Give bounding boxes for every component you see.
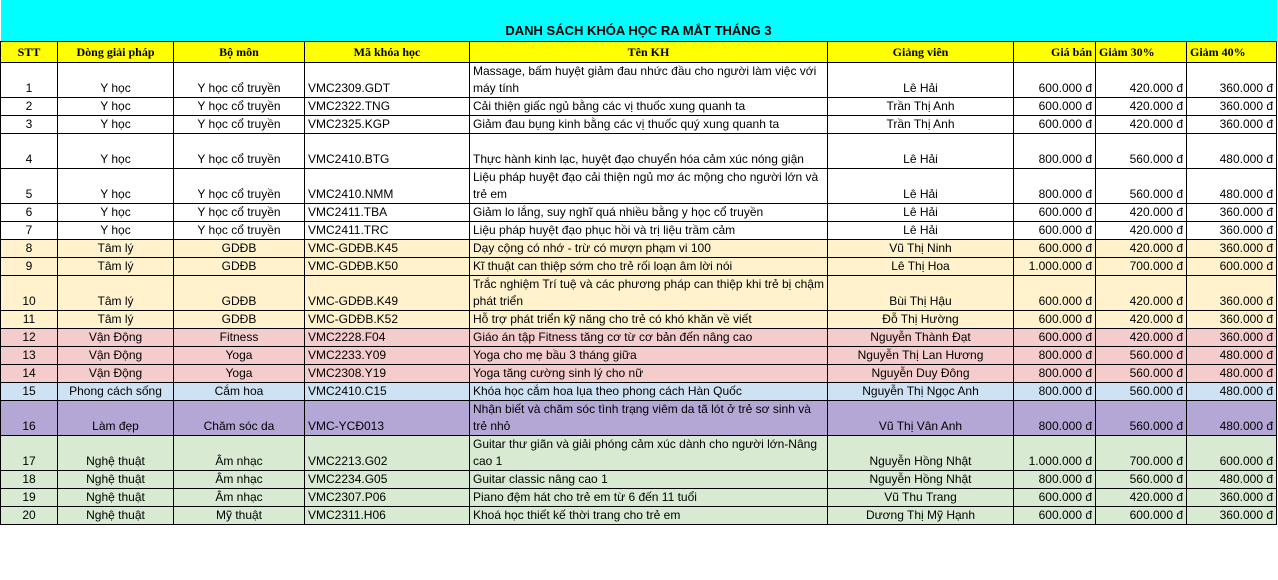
cell-course-name[interactable]: Giảm đau bụng kinh bằng các vị thuốc quý xung quanh ta — [470, 116, 828, 134]
cell-discount-40[interactable]: 360.000 đ — [1187, 276, 1277, 311]
cell-course-name[interactable]: Yoga cho mẹ bầu 3 tháng giữa — [470, 347, 828, 365]
cell-course-name[interactable]: Hỗ trợ phát triển kỹ năng cho trẻ có khó khăn về viết — [470, 311, 828, 329]
cell-subject[interactable]: Âm nhạc — [174, 436, 305, 471]
cell-price[interactable]: 600.000 đ — [1014, 98, 1096, 116]
cell-price[interactable]: 600.000 đ — [1014, 116, 1096, 134]
table-row — [1, 347, 1277, 365]
header-subject[interactable]: Bộ môn — [174, 42, 305, 63]
cell-discount-30[interactable]: 560.000 đ — [1096, 383, 1187, 401]
cell-discount-30[interactable]: 420.000 đ — [1096, 311, 1187, 329]
cell-subject[interactable]: Mỹ thuật — [174, 507, 305, 525]
table-row — [1, 507, 1277, 525]
cell-discount-40[interactable]: 600.000 đ — [1187, 258, 1277, 276]
cell-discount-40[interactable]: 360.000 đ — [1187, 240, 1277, 258]
cell-discount-30[interactable]: 420.000 đ — [1096, 240, 1187, 258]
cell-stt[interactable]: 4 — [1, 134, 58, 169]
cell-subject[interactable]: Y học cổ truyền — [174, 169, 305, 204]
cell-discount-30[interactable]: 560.000 đ — [1096, 471, 1187, 489]
cell-subject[interactable]: Y học cổ truyền — [174, 134, 305, 169]
cell-discount-30[interactable]: 420.000 đ — [1096, 116, 1187, 134]
cell-course-code[interactable]: VMC-GDĐB.K45 — [305, 240, 470, 258]
cell-discount-30[interactable]: 420.000 đ — [1096, 329, 1187, 347]
cell-stt[interactable]: 19 — [1, 489, 58, 507]
cell-course-code[interactable]: VMC2322.TNG — [305, 98, 470, 116]
sheet-title[interactable]: DANH SÁCH KHÓA HỌC RA MẮT THÁNG 3 — [1, 0, 1277, 42]
cell-stt[interactable]: 15 — [1, 383, 58, 401]
table-row — [1, 365, 1277, 383]
cell-teacher[interactable]: Lê Hải — [828, 222, 1014, 240]
cell-solution-line[interactable]: Tâm lý — [58, 240, 174, 258]
cell-course-code[interactable]: VMC2308.Y19 — [305, 365, 470, 383]
cell-course-name[interactable]: Giảm lo lắng, suy nghĩ quá nhiều bằng y học cổ truyền — [470, 204, 828, 222]
cell-discount-40[interactable]: 360.000 đ — [1187, 507, 1277, 525]
cell-discount-40[interactable]: 480.000 đ — [1187, 383, 1277, 401]
cell-subject[interactable]: Âm nhạc — [174, 489, 305, 507]
table-body — [1, 63, 1277, 525]
cell-discount-30[interactable]: 560.000 đ — [1096, 134, 1187, 169]
header-course-name[interactable]: Tên KH — [470, 42, 828, 63]
cell-teacher[interactable]: Đỗ Thị Hường — [828, 311, 1014, 329]
cell-price[interactable]: 800.000 đ — [1014, 134, 1096, 169]
cell-subject[interactable]: Y học cổ truyền — [174, 222, 305, 240]
cell-discount-30[interactable]: 420.000 đ — [1096, 489, 1187, 507]
cell-course-code[interactable]: VMC2234.G05 — [305, 471, 470, 489]
cell-course-name[interactable]: Liệu pháp huyệt đạo cải thiện ngủ mơ ác mộng cho người lớn và trẻ em — [470, 169, 828, 204]
header-stt[interactable]: STT — [1, 42, 58, 63]
cell-discount-30[interactable]: 420.000 đ — [1096, 276, 1187, 311]
cell-subject[interactable]: Y học cổ truyền — [174, 116, 305, 134]
cell-stt[interactable]: 10 — [1, 276, 58, 311]
table-row — [1, 329, 1277, 347]
cell-teacher[interactable]: Trần Thị Anh — [828, 98, 1014, 116]
cell-discount-40[interactable]: 360.000 đ — [1187, 98, 1277, 116]
cell-teacher[interactable]: Nguyễn Thị Lan Hương — [828, 347, 1014, 365]
cell-solution-line[interactable]: Tâm lý — [58, 258, 174, 276]
cell-teacher[interactable]: Nguyễn Thị Ngọc Anh — [828, 383, 1014, 401]
cell-course-code[interactable]: VMC-GDĐB.K50 — [305, 258, 470, 276]
cell-discount-30[interactable]: 560.000 đ — [1096, 365, 1187, 383]
cell-stt[interactable]: 12 — [1, 329, 58, 347]
cell-discount-40[interactable]: 480.000 đ — [1187, 471, 1277, 489]
cell-course-code[interactable]: VMC2213.G02 — [305, 436, 470, 471]
cell-discount-30[interactable]: 420.000 đ — [1096, 222, 1187, 240]
cell-teacher[interactable]: Lê Hải — [828, 169, 1014, 204]
cell-solution-line[interactable]: Vận Động — [58, 329, 174, 347]
cell-stt[interactable]: 3 — [1, 116, 58, 134]
cell-course-code[interactable]: VMC2228.F04 — [305, 329, 470, 347]
cell-course-name[interactable]: Guitar thư giãn và giải phóng cảm xúc dành cho người lớn-Nâng cao 1 — [470, 436, 828, 471]
cell-teacher[interactable]: Vũ Thu Trang — [828, 489, 1014, 507]
cell-teacher[interactable]: Trần Thị Anh — [828, 116, 1014, 134]
cell-price[interactable]: 800.000 đ — [1014, 169, 1096, 204]
cell-course-name[interactable]: Trắc nghiệm Trí tuệ và các phương pháp can thiệp khi trẻ bị chậm phát triển — [470, 276, 828, 311]
cell-teacher[interactable]: Lê Hải — [828, 204, 1014, 222]
cell-discount-40[interactable]: 600.000 đ — [1187, 436, 1277, 471]
cell-solution-line[interactable]: Y học — [58, 63, 174, 98]
table-row — [1, 63, 1277, 98]
cell-course-code[interactable]: VMC2410.C15 — [305, 383, 470, 401]
table-row — [1, 116, 1277, 134]
cell-stt[interactable]: 2 — [1, 98, 58, 116]
cell-price[interactable]: 600.000 đ — [1014, 222, 1096, 240]
header-course-code[interactable]: Mã khóa học — [305, 42, 470, 63]
cell-discount-30[interactable]: 700.000 đ — [1096, 436, 1187, 471]
table-row — [1, 383, 1277, 401]
cell-price[interactable]: 1.000.000 đ — [1014, 258, 1096, 276]
cell-discount-40[interactable]: 480.000 đ — [1187, 347, 1277, 365]
cell-solution-line[interactable]: Nghệ thuật — [58, 489, 174, 507]
cell-course-name[interactable]: Yoga tăng cường sinh lý cho nữ — [470, 365, 828, 383]
cell-course-name[interactable]: Thực hành kinh lạc, huyệt đạo chuyển hóa cảm xúc nóng giận — [470, 134, 828, 169]
table-row — [1, 240, 1277, 258]
cell-subject[interactable]: Chăm sóc da — [174, 401, 305, 436]
cell-stt[interactable]: 1 — [1, 63, 58, 98]
cell-course-name[interactable]: Nhận biết và chăm sóc tình trạng viêm da tã lót ở trẻ sơ sinh và trẻ nhỏ — [470, 401, 828, 436]
cell-course-name[interactable]: Piano đệm hát cho trẻ em từ 6 đến 11 tuổi — [470, 489, 828, 507]
cell-teacher[interactable]: Vũ Thị Ninh — [828, 240, 1014, 258]
cell-subject[interactable]: GDĐB — [174, 258, 305, 276]
cell-solution-line[interactable]: Tâm lý — [58, 276, 174, 311]
cell-course-code[interactable]: VMC2307.P06 — [305, 489, 470, 507]
header-discount-40[interactable]: Giảm 40% — [1187, 42, 1277, 63]
cell-discount-40[interactable]: 360.000 đ — [1187, 489, 1277, 507]
table-row — [1, 258, 1277, 276]
cell-price[interactable]: 800.000 đ — [1014, 365, 1096, 383]
cell-course-name[interactable]: Kĩ thuật can thiệp sớm cho trẻ rối loạn âm lời nói — [470, 258, 828, 276]
cell-subject[interactable]: Yoga — [174, 347, 305, 365]
cell-solution-line[interactable]: Nghệ thuật — [58, 436, 174, 471]
cell-price[interactable]: 800.000 đ — [1014, 383, 1096, 401]
cell-subject[interactable]: Yoga — [174, 365, 305, 383]
cell-course-code[interactable]: VMC2411.TBA — [305, 204, 470, 222]
cell-discount-30[interactable]: 560.000 đ — [1096, 401, 1187, 436]
cell-stt[interactable]: 8 — [1, 240, 58, 258]
cell-discount-30[interactable]: 420.000 đ — [1096, 204, 1187, 222]
cell-stt[interactable]: 17 — [1, 436, 58, 471]
cell-discount-40[interactable]: 480.000 đ — [1187, 365, 1277, 383]
cell-stt[interactable]: 13 — [1, 347, 58, 365]
cell-price[interactable]: 800.000 đ — [1014, 401, 1096, 436]
table-row — [1, 98, 1277, 116]
cell-stt[interactable]: 16 — [1, 401, 58, 436]
cell-solution-line[interactable]: Y học — [58, 134, 174, 169]
cell-stt[interactable]: 11 — [1, 311, 58, 329]
cell-course-code[interactable]: VMC2311.H06 — [305, 507, 470, 525]
cell-solution-line[interactable]: Nghệ thuật — [58, 471, 174, 489]
header-price[interactable]: Giá bán — [1014, 42, 1096, 63]
cell-subject[interactable]: Y học cổ truyền — [174, 204, 305, 222]
cell-solution-line[interactable]: Vận Động — [58, 347, 174, 365]
cell-subject[interactable]: GDĐB — [174, 311, 305, 329]
cell-discount-40[interactable]: 360.000 đ — [1187, 222, 1277, 240]
cell-course-code[interactable]: VMC2410.NMM — [305, 169, 470, 204]
cell-teacher[interactable]: Nguyễn Hồng Nhật — [828, 471, 1014, 489]
table-row — [1, 169, 1277, 204]
cell-solution-line[interactable]: Làm đẹp — [58, 401, 174, 436]
cell-course-name[interactable]: Massage, bấm huyệt giảm đau nhức đầu cho người làm việc với máy tính — [470, 63, 828, 98]
cell-solution-line[interactable]: Tâm lý — [58, 311, 174, 329]
cell-price[interactable]: 1.000.000 đ — [1014, 436, 1096, 471]
cell-subject[interactable]: GDĐB — [174, 240, 305, 258]
cell-course-name[interactable]: Liệu pháp huyệt đạo phục hồi và trị liệu trầm cảm — [470, 222, 828, 240]
cell-teacher[interactable]: Bùi Thị Hậu — [828, 276, 1014, 311]
cell-price[interactable]: 600.000 đ — [1014, 276, 1096, 311]
table-row — [1, 471, 1277, 489]
cell-price[interactable]: 600.000 đ — [1014, 240, 1096, 258]
cell-solution-line[interactable]: Y học — [58, 116, 174, 134]
cell-discount-40[interactable]: 480.000 đ — [1187, 134, 1277, 169]
cell-solution-line[interactable]: Y học — [58, 222, 174, 240]
cell-discount-30[interactable]: 560.000 đ — [1096, 169, 1187, 204]
cell-course-name[interactable]: Khoá học thiết kế thời trang cho trẻ em — [470, 507, 828, 525]
cell-course-code[interactable]: VMC-GDĐB.K52 — [305, 311, 470, 329]
table-row — [1, 401, 1277, 436]
cell-subject[interactable]: Fitness — [174, 329, 305, 347]
cell-course-code[interactable]: VMC-GDĐB.K49 — [305, 276, 470, 311]
cell-stt[interactable]: 20 — [1, 507, 58, 525]
cell-course-code[interactable]: VMC2410.BTG — [305, 134, 470, 169]
cell-course-name[interactable]: Khóa học cắm hoa lụa theo phong cách Hàn Quốc — [470, 383, 828, 401]
cell-discount-40[interactable]: 360.000 đ — [1187, 116, 1277, 134]
cell-stt[interactable]: 6 — [1, 204, 58, 222]
cell-price[interactable]: 600.000 đ — [1014, 204, 1096, 222]
header-row — [1, 42, 1277, 63]
cell-course-name[interactable]: Dạy cộng có nhớ - trừ có mượn phạm vi 100 — [470, 240, 828, 258]
cell-solution-line[interactable]: Phong cách sống — [58, 383, 174, 401]
cell-discount-40[interactable]: 480.000 đ — [1187, 401, 1277, 436]
table-row — [1, 489, 1277, 507]
cell-subject[interactable]: Y học cổ truyền — [174, 63, 305, 98]
cell-price[interactable]: 800.000 đ — [1014, 471, 1096, 489]
cell-stt[interactable]: 7 — [1, 222, 58, 240]
cell-discount-30[interactable]: 420.000 đ — [1096, 98, 1187, 116]
cell-discount-40[interactable]: 480.000 đ — [1187, 169, 1277, 204]
cell-discount-40[interactable]: 360.000 đ — [1187, 63, 1277, 98]
table-row — [1, 311, 1277, 329]
cell-stt[interactable]: 14 — [1, 365, 58, 383]
cell-course-code[interactable]: VMC2309.GDT — [305, 63, 470, 98]
cell-course-code[interactable]: VMC2411.TRC — [305, 222, 470, 240]
cell-subject[interactable]: Cắm hoa — [174, 383, 305, 401]
cell-course-name[interactable]: Guitar classic nâng cao 1 — [470, 471, 828, 489]
cell-discount-30[interactable]: 560.000 đ — [1096, 347, 1187, 365]
table-row — [1, 222, 1277, 240]
cell-course-name[interactable]: Giáo án tập Fitness tăng cơ từ cơ bản đến nâng cao — [470, 329, 828, 347]
cell-course-code[interactable]: VMC2233.Y09 — [305, 347, 470, 365]
table-row — [1, 134, 1277, 169]
cell-teacher[interactable]: Lê Hải — [828, 134, 1014, 169]
cell-discount-30[interactable]: 600.000 đ — [1096, 507, 1187, 525]
header-teacher[interactable]: Giảng viên — [828, 42, 1014, 63]
cell-course-code[interactable]: VMC-YCĐ013 — [305, 401, 470, 436]
cell-solution-line[interactable]: Nghệ thuật — [58, 507, 174, 525]
cell-price[interactable]: 600.000 đ — [1014, 63, 1096, 98]
cell-solution-line[interactable]: Vận Động — [58, 365, 174, 383]
cell-price[interactable]: 600.000 đ — [1014, 329, 1096, 347]
header-discount-30[interactable]: Giảm 30% — [1096, 42, 1187, 63]
cell-price[interactable]: 600.000 đ — [1014, 507, 1096, 525]
cell-teacher[interactable]: Lê Hải — [828, 63, 1014, 98]
cell-discount-40[interactable]: 360.000 đ — [1187, 311, 1277, 329]
cell-teacher[interactable]: Lê Thị Hoa — [828, 258, 1014, 276]
table-row — [1, 436, 1277, 471]
cell-subject[interactable]: Y học cổ truyền — [174, 98, 305, 116]
cell-discount-40[interactable]: 360.000 đ — [1187, 204, 1277, 222]
cell-price[interactable]: 800.000 đ — [1014, 347, 1096, 365]
cell-solution-line[interactable]: Y học — [58, 204, 174, 222]
table-row — [1, 276, 1277, 311]
cell-subject[interactable]: GDĐB — [174, 276, 305, 311]
header-solution-line[interactable]: Dòng giải pháp — [58, 42, 174, 63]
cell-price[interactable]: 600.000 đ — [1014, 311, 1096, 329]
cell-teacher[interactable]: Nguyễn Thành Đạt — [828, 329, 1014, 347]
cell-teacher[interactable]: Nguyễn Hồng Nhật — [828, 436, 1014, 471]
cell-course-name[interactable]: Cải thiện giấc ngủ bằng các vị thuốc xung quanh ta — [470, 98, 828, 116]
cell-discount-30[interactable]: 420.000 đ — [1096, 63, 1187, 98]
cell-teacher[interactable]: Dương Thị Mỹ Hạnh — [828, 507, 1014, 525]
cell-discount-40[interactable]: 360.000 đ — [1187, 329, 1277, 347]
cell-stt[interactable]: 5 — [1, 169, 58, 204]
cell-discount-30[interactable]: 700.000 đ — [1096, 258, 1187, 276]
cell-solution-line[interactable]: Y học — [58, 169, 174, 204]
cell-stt[interactable]: 9 — [1, 258, 58, 276]
cell-teacher[interactable]: Vũ Thị Vân Anh — [828, 401, 1014, 436]
cell-solution-line[interactable]: Y học — [58, 98, 174, 116]
cell-price[interactable]: 600.000 đ — [1014, 489, 1096, 507]
cell-course-code[interactable]: VMC2325.KGP — [305, 116, 470, 134]
cell-stt[interactable]: 18 — [1, 471, 58, 489]
cell-subject[interactable]: Âm nhạc — [174, 471, 305, 489]
cell-teacher[interactable]: Nguyễn Duy Đông — [828, 365, 1014, 383]
table-row — [1, 204, 1277, 222]
